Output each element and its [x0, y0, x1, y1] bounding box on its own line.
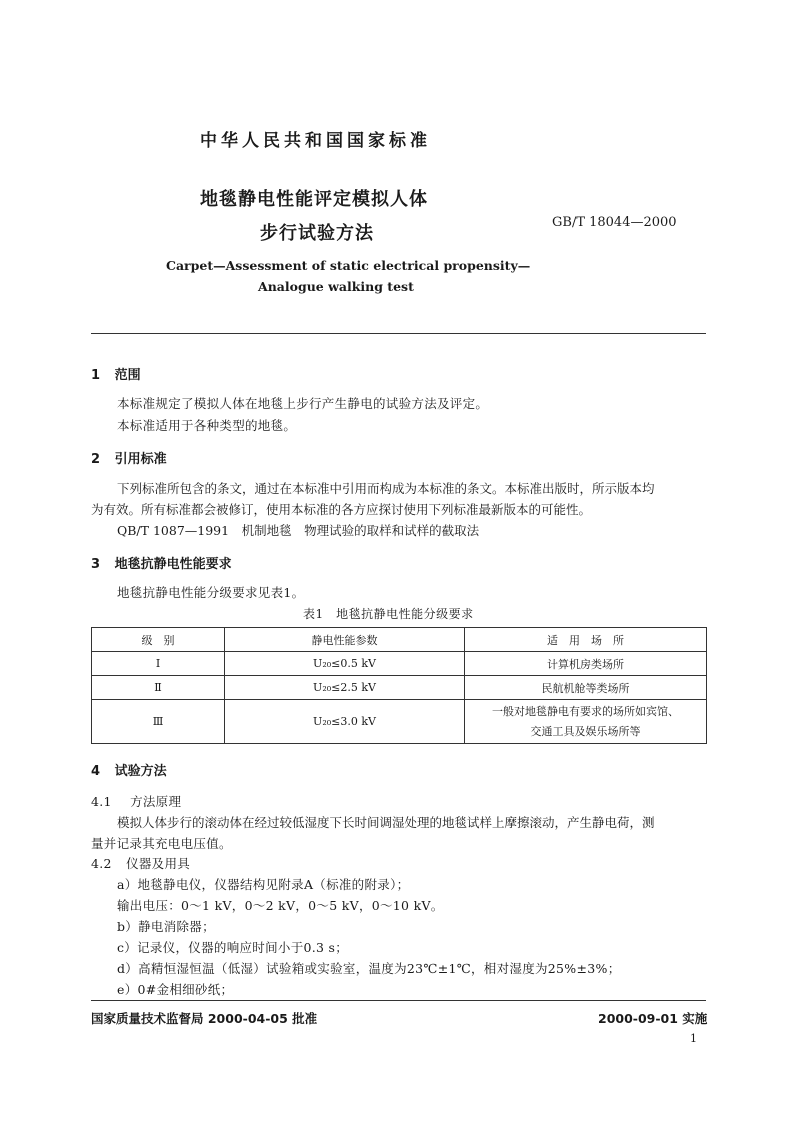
paragraph: 模拟人体步行的滚动体在经过较低湿度下长时间调湿处理的地毯试样上摩擦滚动，产生静电荷，测 — [117, 815, 655, 830]
title-en-line1: Carpet—Assessment of static electrical propensity— — [166, 258, 531, 273]
cell-grade: Ⅲ — [92, 700, 225, 744]
section-3-heading — [91, 553, 232, 572]
standard-org-heading: 中华人民共和国国家标准 — [200, 131, 431, 151]
subsection-number: 4.1 — [91, 794, 112, 809]
section-number: 1 — [91, 368, 101, 383]
list-item: d）高精恒湿恒温（低湿）试验箱或实验室，温度为23℃±1℃，相对湿度为25%±3%； — [117, 961, 621, 976]
paragraph: 为有效。所有标准都会被修订，使用本标准的各方应探讨使用下列标准最新版本的可能性。 — [91, 502, 592, 517]
subsection-title: 仪器及用具 — [126, 856, 191, 871]
paragraph: 下列标准所包含的条文，通过在本标准中引用而构成为本标准的条文。本标准出版时，所示版本均 — [117, 481, 655, 496]
cell-param: U₂₀≤0.5 kV — [225, 652, 465, 676]
section-number: 2 — [91, 452, 101, 467]
list-item: c）记录仪，仪器的响应时间小于0.3 s； — [117, 940, 349, 955]
section-number: 3 — [91, 557, 101, 572]
approval-note: 国家质量技术监督局 2000-04-05 批准 — [91, 1011, 318, 1026]
subsection-4-2-heading — [91, 854, 190, 872]
footer-divider — [91, 1000, 706, 1001]
page-number: 1 — [690, 1032, 697, 1045]
section-title: 地毯抗静电性能要求 — [114, 557, 232, 572]
cell-grade: Ⅰ — [92, 652, 225, 676]
header-divider — [91, 333, 706, 334]
cell-place-line: 一般对地毯静电有要求的场所如宾馆、 — [492, 704, 679, 718]
cell-grade: Ⅱ — [92, 676, 225, 700]
list-item: e）0#金相细砂纸； — [117, 982, 234, 997]
title-cn-line2: 步行试验方法 — [260, 223, 374, 244]
table-row — [92, 652, 707, 676]
section-1-heading — [91, 364, 141, 383]
subsection-number: 4.2 — [91, 856, 112, 871]
list-item: a）地毯静电仪，仪器结构见附录A（标准的附录）； — [117, 877, 410, 892]
header-param: 静电性能参数 — [225, 628, 465, 652]
antistatic-grade-table — [91, 627, 707, 744]
cell-place: 计算机房类场所 — [465, 652, 707, 676]
section-2-heading — [91, 448, 167, 467]
paragraph: 地毯抗静电性能分级要求见表1。 — [117, 585, 305, 600]
subsection-4-1-heading — [91, 792, 181, 810]
cell-param: U₂₀≤3.0 kV — [225, 700, 465, 744]
section-title: 试验方法 — [114, 764, 167, 779]
list-item: b）静电消除器； — [117, 919, 215, 934]
header-place: 适 用 场 所 — [465, 628, 707, 652]
cell-place — [465, 700, 707, 744]
paragraph: 量并记录其充电电压值。 — [91, 836, 232, 851]
section-number: 4 — [91, 764, 101, 779]
title-en-line2: Analogue walking test — [258, 279, 414, 294]
list-item: 输出电压：0～1 kV，0～2 kV，0～5 kV，0～10 kV。 — [117, 898, 444, 913]
table-caption: 表1 地毯抗静电性能分级要求 — [303, 607, 474, 621]
paragraph: 本标准规定了模拟人体在地毯上步行产生静电的试验方法及评定。 — [117, 396, 489, 411]
cell-place: 民航机舱等类场所 — [465, 676, 707, 700]
title-cn-line1: 地毯静电性能评定模拟人体 — [200, 189, 428, 210]
cell-place-line: 交通工具及娱乐场所等 — [530, 724, 641, 738]
subsection-title: 方法原理 — [130, 794, 182, 809]
paragraph: 本标准适用于各种类型的地毯。 — [117, 418, 297, 433]
section-title: 范围 — [114, 368, 141, 383]
header-grade: 级 别 — [92, 628, 225, 652]
table-header-row — [92, 628, 707, 652]
table-row — [92, 676, 707, 700]
implementation-note: 2000-09-01 实施 — [598, 1011, 708, 1026]
referenced-standard: QB/T 1087—1991 机制地毯 物理试验的取样和试样的截取法 — [117, 523, 480, 538]
cell-param: U₂₀≤2.5 kV — [225, 676, 465, 700]
section-4-heading — [91, 760, 167, 779]
table-row — [92, 700, 707, 744]
section-title: 引用标准 — [114, 452, 167, 467]
standard-number: GB/T 18044—2000 — [552, 215, 677, 230]
